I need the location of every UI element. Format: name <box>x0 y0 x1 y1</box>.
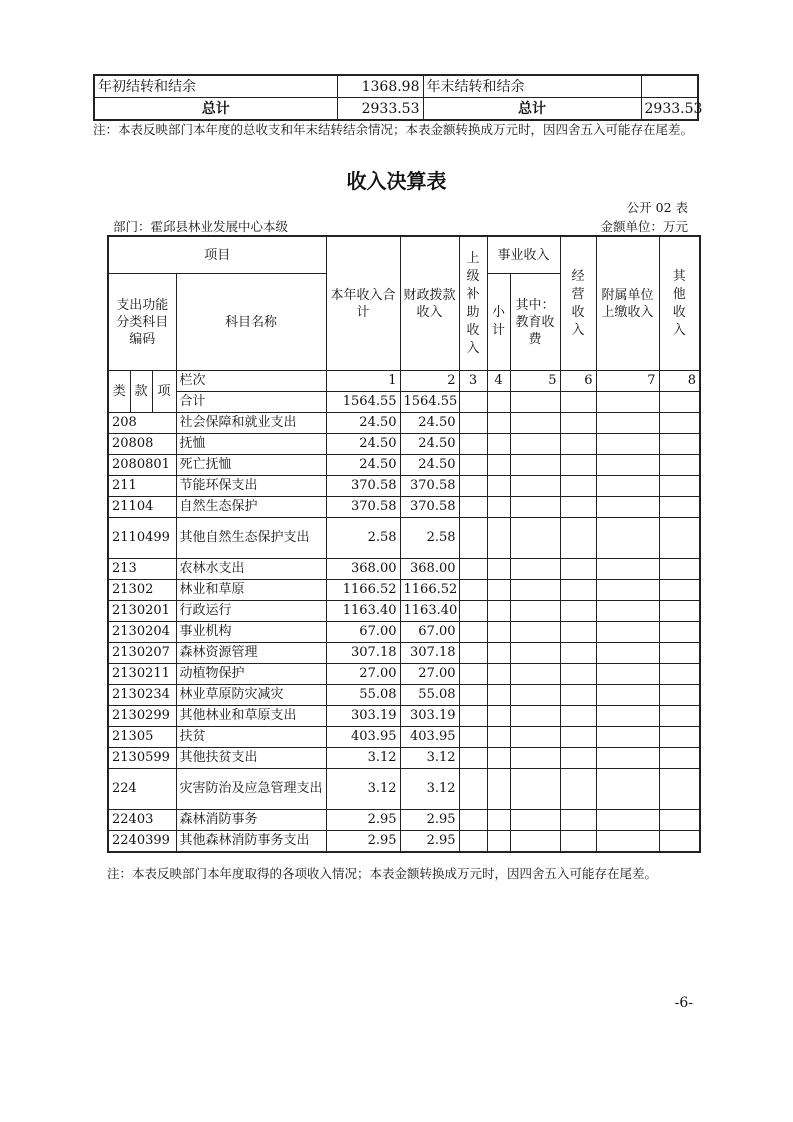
col-label: 栏次 <box>176 371 326 392</box>
total-cell: 303.19 <box>326 706 400 727</box>
code-cell: 213 <box>108 559 176 580</box>
total-cell: 370.58 <box>326 476 400 497</box>
fiscal-cell: 2.95 <box>400 810 459 831</box>
code-cell: 2130201 <box>108 601 176 622</box>
fiscal-cell: 2.58 <box>400 518 459 559</box>
header-total: 本年收入合计 <box>326 236 400 371</box>
table-row <box>108 769 700 810</box>
code-cell: 2240399 <box>108 831 176 853</box>
income-table <box>107 235 701 853</box>
header-attached: 附属单位上缴收入 <box>596 236 659 371</box>
fiscal-cell: 370.58 <box>400 476 459 497</box>
total-cell: 24.50 <box>326 455 400 476</box>
sum-fiscal: 1564.55 <box>400 392 459 413</box>
name-cell: 抚恤 <box>176 434 326 455</box>
col-num: 5 <box>510 371 560 392</box>
fiscal-cell: 3.12 <box>400 769 459 810</box>
fiscal-cell: 303.19 <box>400 706 459 727</box>
header-ops: 经营收入 <box>571 268 585 338</box>
name-cell: 农林水支出 <box>176 559 326 580</box>
code-cell: 21305 <box>108 727 176 748</box>
table-row <box>108 559 700 580</box>
table-row <box>108 727 700 748</box>
table-row <box>108 413 700 434</box>
fiscal-cell: 67.00 <box>400 622 459 643</box>
total-label: 总计 <box>423 98 641 121</box>
name-cell: 灾害防治及应急管理支出 <box>176 769 326 810</box>
col-num: 2 <box>400 371 459 392</box>
fiscal-cell: 24.50 <box>400 413 459 434</box>
col-num: 8 <box>659 371 700 392</box>
code-cell: 2130234 <box>108 685 176 706</box>
value: 2933.53 <box>337 98 423 121</box>
fiscal-cell: 2.95 <box>400 831 459 853</box>
header-code: 支出功能分类科目编码 <box>108 274 176 371</box>
header-name: 科目名称 <box>176 274 326 371</box>
code-cell: 22403 <box>108 810 176 831</box>
total-cell: 370.58 <box>326 497 400 518</box>
sum-label: 合计 <box>176 392 326 413</box>
fiscal-cell: 27.00 <box>400 664 459 685</box>
table-row <box>108 455 700 476</box>
label: 年初结转和结余 <box>94 75 337 98</box>
header-fiscal: 财政拨款收入 <box>400 236 459 371</box>
name-cell: 社会保障和就业支出 <box>176 413 326 434</box>
total-cell: 3.12 <box>326 748 400 769</box>
code-cell: 208 <box>108 413 176 434</box>
unit: 金额单位：万元 <box>600 219 688 234</box>
name-cell: 节能环保支出 <box>176 476 326 497</box>
sum-total: 1564.55 <box>326 392 400 413</box>
code-cell: 2130204 <box>108 622 176 643</box>
fiscal-cell: 403.95 <box>400 727 459 748</box>
fiscal-cell: 307.18 <box>400 643 459 664</box>
name-cell: 自然生态保护 <box>176 497 326 518</box>
table-row <box>94 98 698 121</box>
table-number: 公开 02 表 <box>626 200 688 215</box>
code-cell: 2130211 <box>108 664 176 685</box>
header-other: 其他收入 <box>672 268 686 338</box>
name-cell: 森林消防事务 <box>176 810 326 831</box>
table-row <box>108 580 700 601</box>
code-cell: 20808 <box>108 434 176 455</box>
fiscal-cell: 370.58 <box>400 497 459 518</box>
col-num: 4 <box>487 371 510 392</box>
fiscal-cell: 24.50 <box>400 455 459 476</box>
code-cell: 2080801 <box>108 455 176 476</box>
code-cell: 2130207 <box>108 643 176 664</box>
total-cell: 27.00 <box>326 664 400 685</box>
department: 部门：霍邱县林业发展中心本级 <box>113 219 289 234</box>
header-business: 事业收入 <box>487 236 560 274</box>
col-num: 3 <box>459 371 487 392</box>
total-cell: 24.50 <box>326 413 400 434</box>
summary-table <box>93 74 703 121</box>
header-edu: 其中：教育收费 <box>510 274 560 371</box>
note: 注：本表反映部门本年度的总收支和年末结转结余情况；本表金额转换成万元时，因四舍五入可能存在尾差。 <box>93 122 694 137</box>
total-cell: 3.12 <box>326 769 400 810</box>
table-row <box>108 434 700 455</box>
value: 1368.98 <box>337 75 423 98</box>
name-cell: 其他林业和草原支出 <box>176 706 326 727</box>
total-cell: 1166.52 <box>326 580 400 601</box>
code-cell: 224 <box>108 769 176 810</box>
code-cell: 2130299 <box>108 706 176 727</box>
code-cell: 2130599 <box>108 748 176 769</box>
value: 2933.53 <box>641 98 698 121</box>
table-row <box>108 748 700 769</box>
name-cell: 事业机构 <box>176 622 326 643</box>
name-cell: 其他森林消防事务支出 <box>176 831 326 853</box>
code-cell: 21302 <box>108 580 176 601</box>
table-row <box>108 706 700 727</box>
fiscal-cell: 24.50 <box>400 434 459 455</box>
table-row <box>108 497 700 518</box>
header-lei: 类 <box>108 371 130 413</box>
header-item: 项目 <box>108 236 326 274</box>
header-subtotal: 小计 <box>492 305 506 338</box>
note: 注：本表反映部门本年度取得的各项收入情况；本表金额转换成万元时，因四舍五入可能存在尾差。 <box>107 866 658 881</box>
name-cell: 林业草原防灾减灾 <box>176 685 326 706</box>
page-number: -6- <box>674 995 693 1011</box>
value <box>641 75 698 98</box>
total-cell: 1163.40 <box>326 601 400 622</box>
table-row <box>108 810 700 831</box>
col-num: 7 <box>596 371 659 392</box>
table-row <box>108 518 700 559</box>
total-cell: 2.95 <box>326 810 400 831</box>
code-cell: 21104 <box>108 497 176 518</box>
total-cell: 24.50 <box>326 434 400 455</box>
fiscal-cell: 1163.40 <box>400 601 459 622</box>
fiscal-cell: 368.00 <box>400 559 459 580</box>
code-cell: 2110499 <box>108 518 176 559</box>
name-cell: 其他自然生态保护支出 <box>176 518 326 559</box>
name-cell: 死亡抚恤 <box>176 455 326 476</box>
table-row <box>108 831 700 853</box>
total-cell: 403.95 <box>326 727 400 748</box>
table-row <box>108 476 700 497</box>
code-cell: 211 <box>108 476 176 497</box>
total-cell: 368.00 <box>326 559 400 580</box>
name-cell: 动植物保护 <box>176 664 326 685</box>
name-cell: 森林资源管理 <box>176 643 326 664</box>
name-cell: 行政运行 <box>176 601 326 622</box>
table-row <box>108 685 700 706</box>
total-cell: 307.18 <box>326 643 400 664</box>
header-xiang: 项 <box>152 371 176 413</box>
header-upper: 上级补助收入 <box>466 250 480 356</box>
total-label: 总计 <box>94 98 337 121</box>
fiscal-cell: 1166.52 <box>400 580 459 601</box>
table-row <box>108 601 700 622</box>
header-kuan: 款 <box>130 371 152 413</box>
table-row <box>108 622 700 643</box>
total-cell: 2.95 <box>326 831 400 853</box>
fiscal-cell: 55.08 <box>400 685 459 706</box>
table-row <box>108 664 700 685</box>
label: 年末结转和结余 <box>423 75 641 98</box>
name-cell: 林业和草原 <box>176 580 326 601</box>
col-num: 6 <box>560 371 596 392</box>
page-title: 收入决算表 <box>346 169 447 193</box>
total-cell: 55.08 <box>326 685 400 706</box>
table-row <box>94 75 698 98</box>
table-row <box>108 643 700 664</box>
name-cell: 其他扶贫支出 <box>176 748 326 769</box>
total-cell: 2.58 <box>326 518 400 559</box>
name-cell: 扶贫 <box>176 727 326 748</box>
fiscal-cell: 3.12 <box>400 748 459 769</box>
sum-row <box>108 392 700 413</box>
total-cell: 67.00 <box>326 622 400 643</box>
col-num: 1 <box>326 371 400 392</box>
